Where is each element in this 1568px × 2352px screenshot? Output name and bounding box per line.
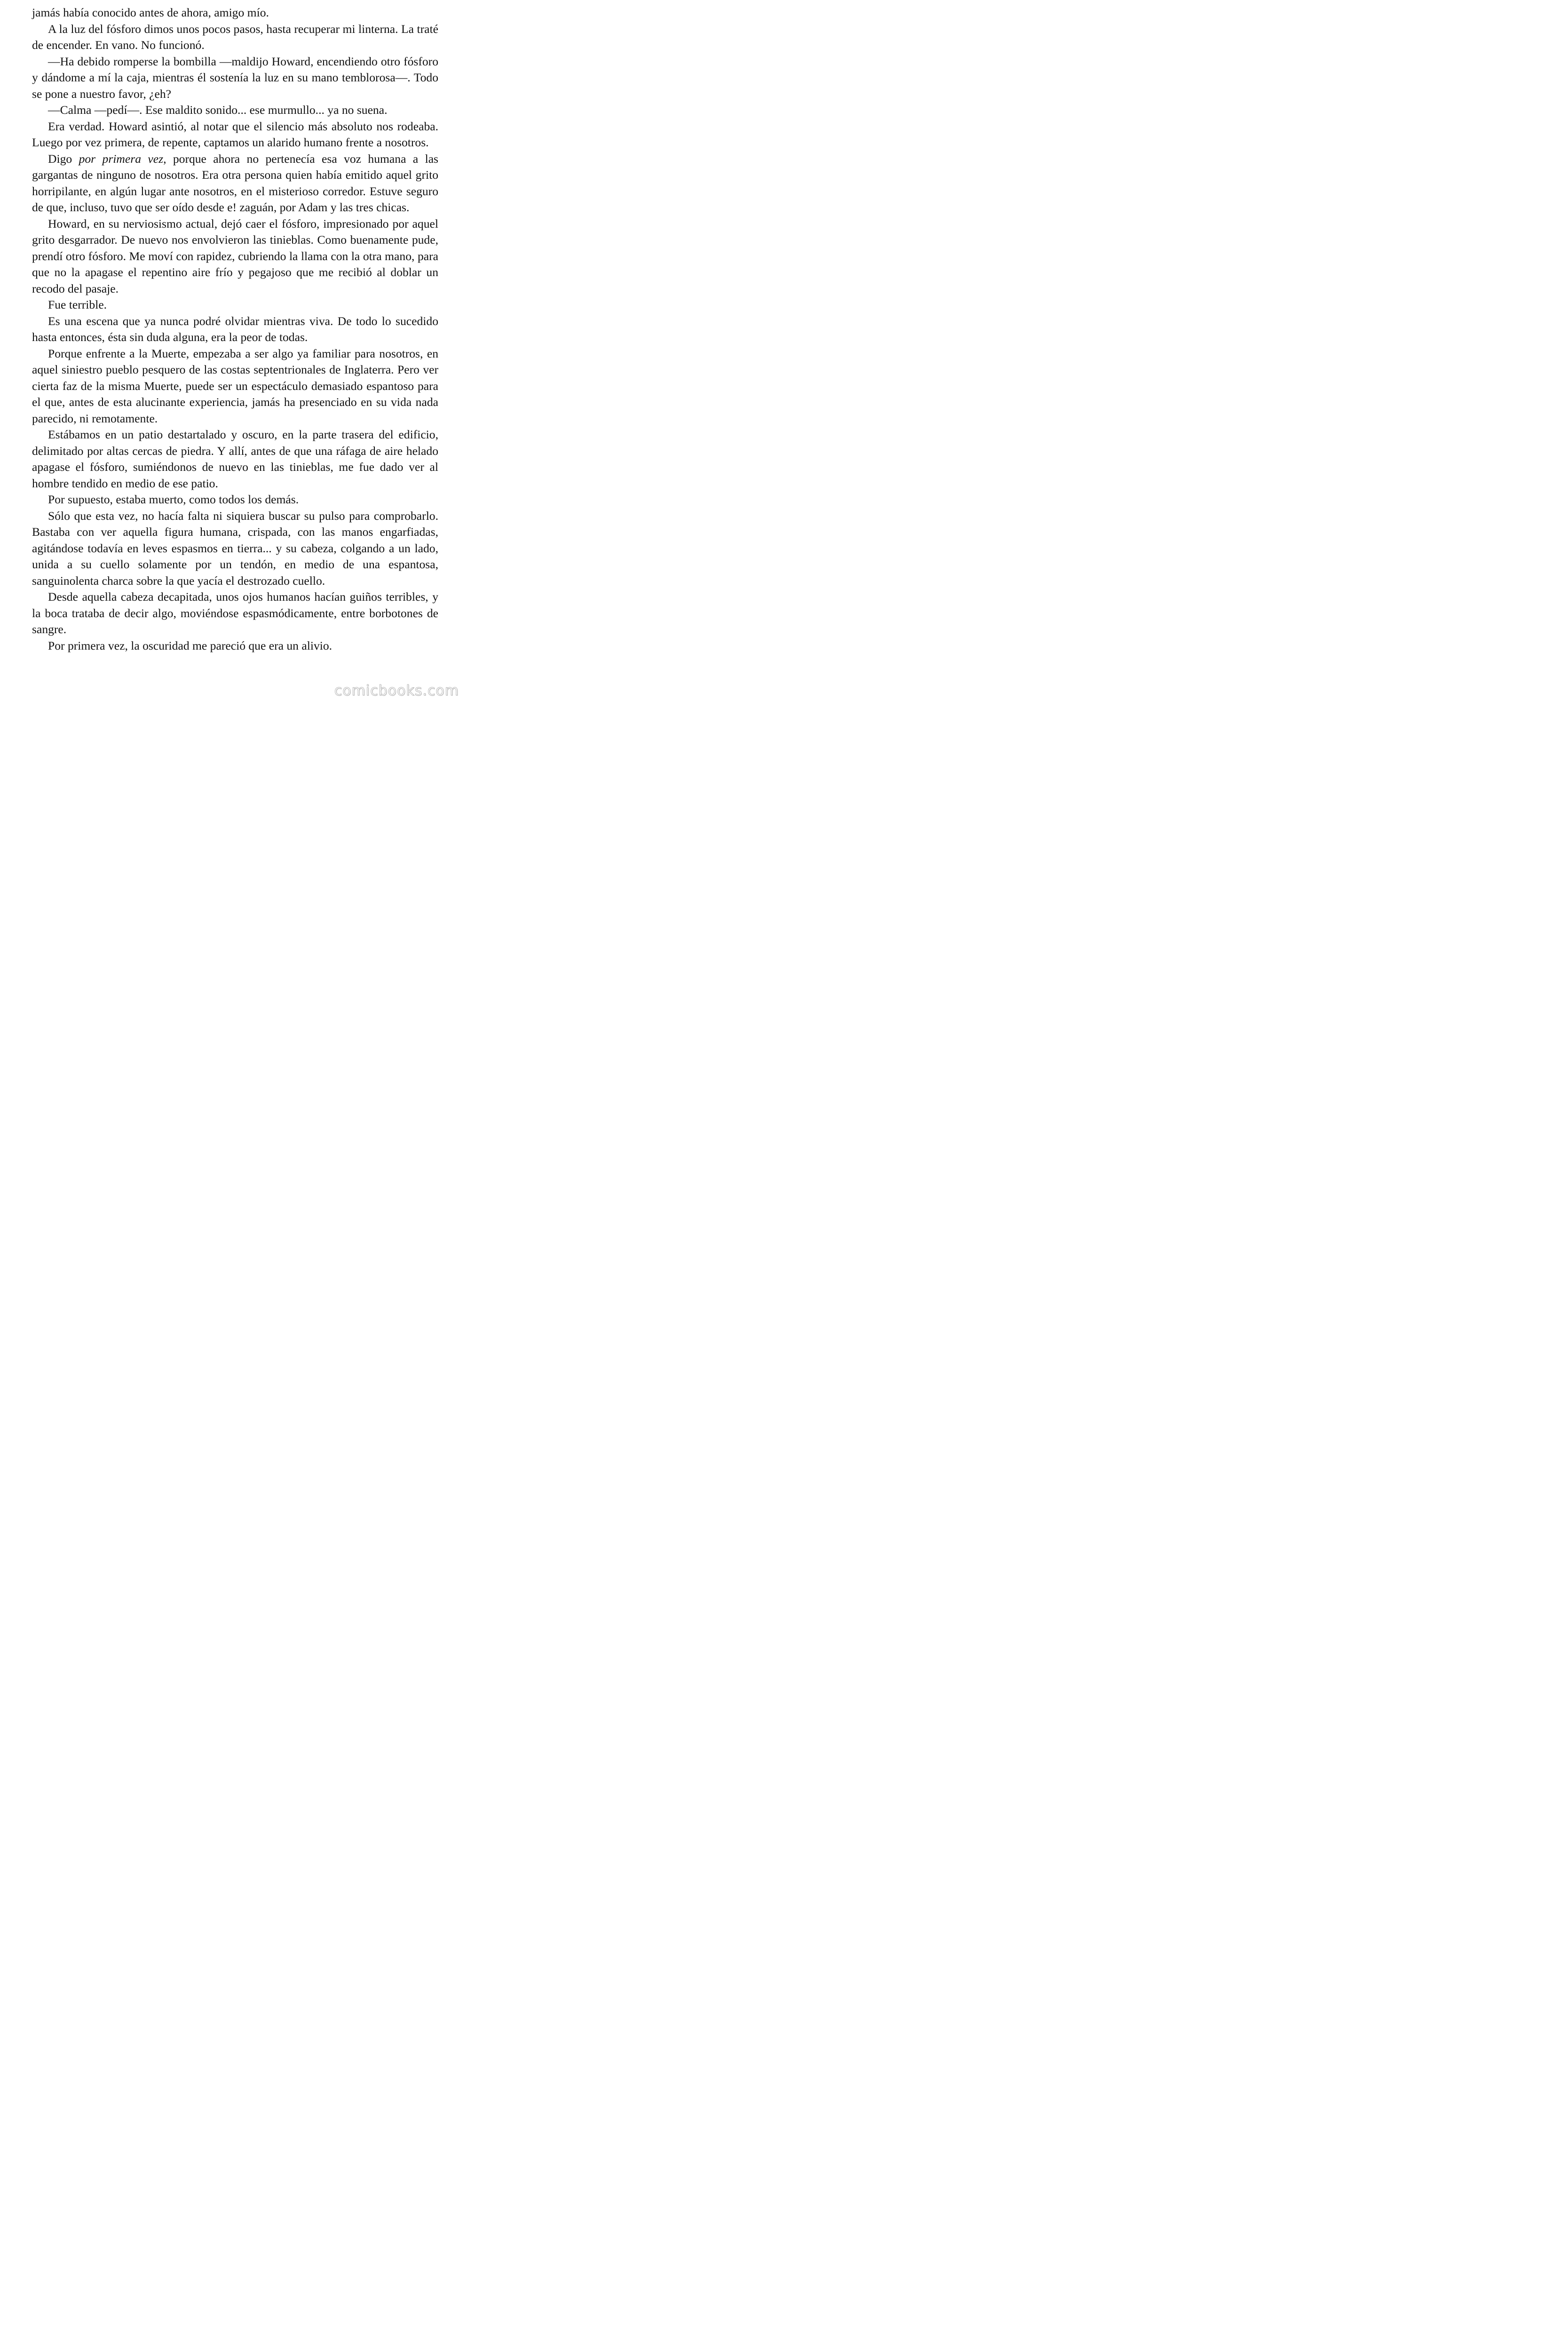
paragraph-10: Porque enfrente a la Muerte, empezaba a ser algo ya familiar para nosotros, en aquel siniestro pueblo pesquero de las costas septentrionales de Inglaterra. Pero ver cierta faz de la misma Muerte, puede ser un espectáculo demasiado espantoso para el que, antes de esta alucinante experiencia, jamás ha presenciado en su vida nada parecido, ni remotamente. [32,346,438,425]
paragraph-9: Es una escena que ya nunca podré olvidar mientras viva. De todo lo sucedido hasta entonces, ésta sin duda alguna, era la peor de todas. [32,314,438,344]
paragraph-1: jamás había conocido antes de ahora, amigo mío. [32,6,269,19]
paragraph-6 [32,151,438,216]
paragraph-6-lead: Digo [48,151,79,166]
paragraph-2: A la luz del fósforo dimos unos pocos pasos, hasta recuperar mi linterna. La traté de encender. En vano. No funcionó. [32,22,438,52]
paragraph-7: Howard, en su nerviosismo actual, dejó caer el fósforo, impresionado por aquel grito desgarrador. De nuevo nos envolvieron las tinieblas. Como buenamente pude, prendí otro fósforo. Me moví con rapidez, cubriendo la llama con la otra mano, para que no la apagase el repentino aire frío y pegajoso que me recibió al doblar un recodo del pasaje. [32,216,438,295]
paragraph-6-emphasis: por primera vez [79,151,164,166]
paragraph-13: Sólo que esta vez, no hacía falta ni siquiera buscar su pulso para comprobarlo. Bastaba con ver aquella figura humana, crispada, con las manos engarfiadas, agitándose todavía en leves espasmos en tierra... y su cabeza, colgando a un lado, unida a su cuello solamente por un tendón, en medio de una espantosa, sanguinolenta charca sobre la que yacía el destrozado cuello. [32,509,438,588]
watermark: comicbooks.com [334,683,459,699]
paragraph-15: Por primera vez, la oscuridad me pareció que era un alivio. [48,638,333,652]
paragraph-4: —Calma —pedí—. Ese maldito sonido... ese murmullo... ya no suena. [48,103,388,117]
paragraph-6-rest: , porque ahora no pertenecía esa voz humana a las gargantas de ninguno de nosotros. Era otra persona quien había emitido aquel grito horripilante, en algún lugar ante nosotros, en el misterioso corredor. Estuve seguro de que, incluso, tuvo que ser oído desde e! zaguán, por Adam y las tres chicas. [32,151,439,214]
paragraph-8: Fue terrible. [48,298,107,311]
paragraph-12: Por supuesto, estaba muerto, como todos los demás. [48,493,299,506]
paragraph-14: Desde aquella cabeza decapitada, unos ojos humanos hacían guiños terribles, y la boca trataba de decir algo, moviéndose espasmódicamente, entre borbotones de sangre. [32,590,438,636]
paragraph-3: —Ha debido romperse la bombilla —maldijo Howard, encendiendo otro fósforo y dándome a mí la caja, mientras él sostenía la luz en su mano temblorosa—. Todo se pone a nuestro favor, ¿eh? [32,54,438,101]
paragraph-5: Era verdad. Howard asintió, al notar que el silencio más absoluto nos rodeaba. Luego por vez primera, de repente, captamos un alarido humano frente a nosotros. [32,119,438,149]
paragraph-11: Estábamos en un patio destartalado y oscuro, en la parte trasera del edificio, delimitado por altas cercas de piedra. Y allí, antes de que una ráfaga de aire helado apagase el fósforo, sumiéndonos de nuevo en las tinieblas, me fue dado ver al hombre tendido en medio de ese patio. [32,428,438,490]
page-body [32,5,438,654]
